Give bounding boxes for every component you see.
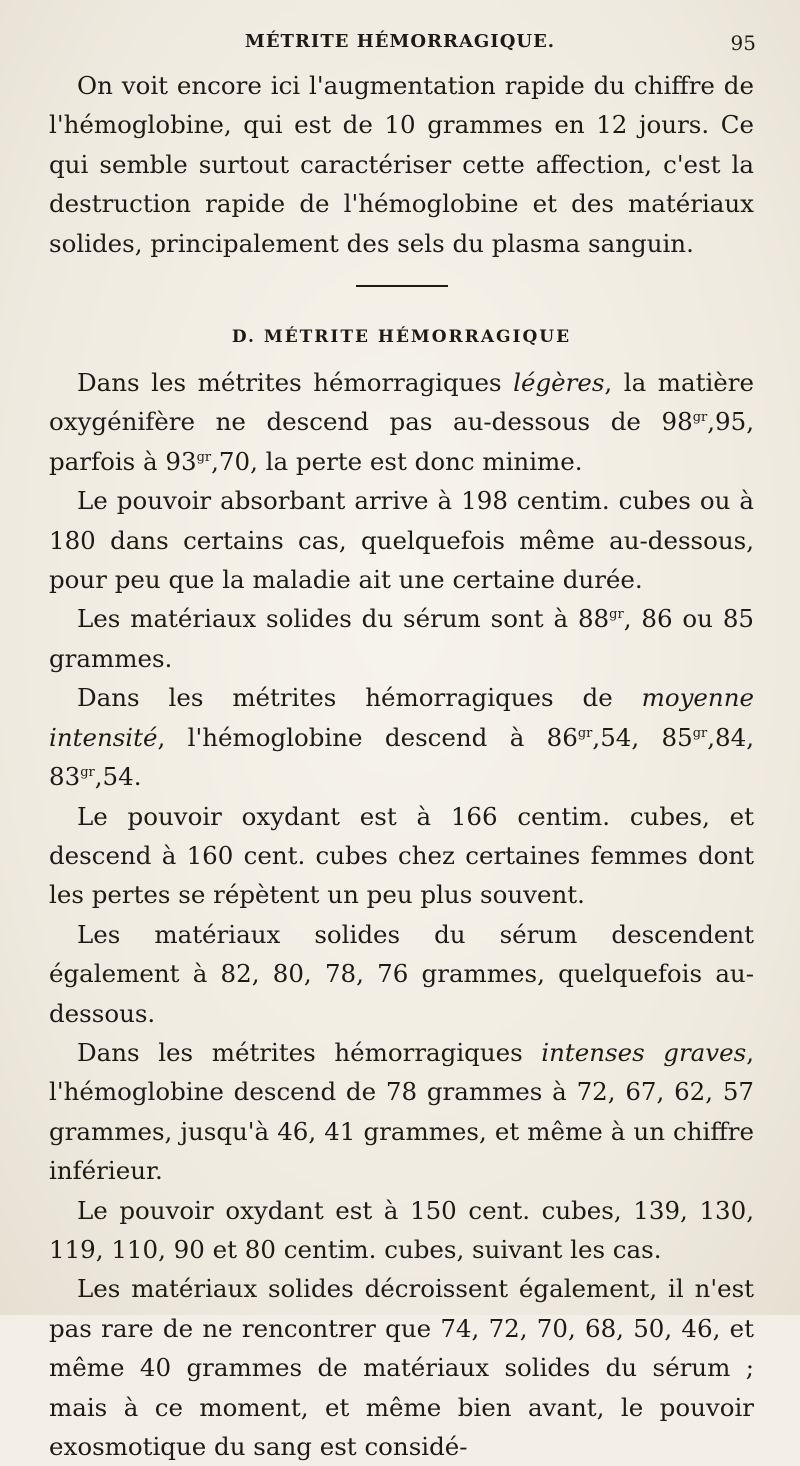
text-run: ,84, 83	[49, 722, 755, 792]
paragraph-intenses-graves	[49, 1033, 754, 1191]
text-run: , 86 ou 85 grammes.	[49, 604, 755, 673]
paragraph-moyenne-intensite	[49, 678, 754, 796]
section-divider-rule	[356, 285, 448, 287]
page-header	[0, 31, 800, 61]
paragraph-pouvoir-oxydant-150: Le pouvoir oxydant est à 150 cent. cubes, 139, 130, 119, 110, 90 et 80 centim. cubes, suivant les cas.	[49, 1195, 754, 1264]
section-heading: D. MÉTRITE HÉMORRAGIQUE	[231, 327, 572, 348]
unit-superscript: gr	[80, 765, 95, 781]
text-run: ,95, parfois à 93	[49, 407, 754, 476]
text-run: ,54, 85	[592, 722, 693, 752]
text-run: ,70, la perte est donc minime.	[211, 446, 583, 476]
running-title: MÉTRITE HÉMORRAGIQUE.	[244, 31, 556, 52]
text-run: , l'hémoglobine descend de 78 grammes à 72, 67, 62, 57 grammes, jusqu'à 46, 41 grammes, et même à un chiffre inférieur.	[49, 1037, 754, 1186]
unit-superscript: gr	[609, 607, 624, 623]
paragraph-hemoglobin-increase: On voit encore ici l'augmentation rapide du chiffre de l'hémoglobine, qui est de 10 grammes en 12 jours. Ce qui semble surtout caractériser cette affection, c'est la destruction rapide de l'hémoglobine et des matériaux solides, principalement des sels du plasma sanguin.	[49, 71, 754, 258]
unit-superscript: gr	[692, 725, 708, 741]
page-number: 95	[730, 31, 756, 55]
text-run: ,54.	[94, 762, 142, 792]
italic-term: intenses graves	[541, 1037, 747, 1067]
text-run: Dans les métrites hémorragiques de	[77, 683, 642, 713]
unit-superscript: gr	[196, 449, 212, 465]
paragraph-serum-descendent: Les matériaux solides du sérum descendent également à 82, 80, 78, 76 grammes, quelquefois au-dessous.	[49, 919, 754, 1028]
unit-superscript: gr	[692, 410, 708, 426]
italic-term: légères	[513, 368, 605, 398]
text-run: Dans les métrites hémorragiques	[77, 1037, 542, 1067]
paragraph-materiaux-solides	[49, 599, 754, 678]
paragraph-metrites-legeres	[49, 363, 754, 481]
italic-term: moyenne intensité	[49, 683, 754, 752]
paragraph-materiaux-decroissent: Les matériaux solides décroissent également, il n'est pas rare de ne rencontrer que 74, 72, 70, 68, 50, 46, et même 40 grammes de matériaux solides du sérum ; mais à ce moment, et même bien avant, le pouvoir exosmotique du sang est considé-	[49, 1274, 754, 1461]
text-run: Les matériaux solides du sérum sont à 88	[77, 604, 610, 634]
text-run: Dans les métrites hémorragiques	[77, 368, 514, 398]
paragraph-pouvoir-oxydant-166: Le pouvoir oxydant est à 166 centim. cubes, et descend à 160 cent. cubes chez certaines femmes dont les pertes se répètent un peu plus souvent.	[49, 801, 754, 910]
paragraph-pouvoir-absorbant: Le pouvoir absorbant arrive à 198 centim. cubes ou à 180 dans certains cas, quelquefois même au-dessous, pour peu que la maladie ait une certaine durée.	[49, 486, 754, 595]
text-run: , l'hémoglobine descend à 86	[157, 722, 578, 752]
body-text	[49, 66, 754, 1466]
unit-superscript: gr	[577, 725, 593, 741]
text-run: , la matière oxygénifère ne descend pas au-dessous de 98	[49, 368, 754, 437]
